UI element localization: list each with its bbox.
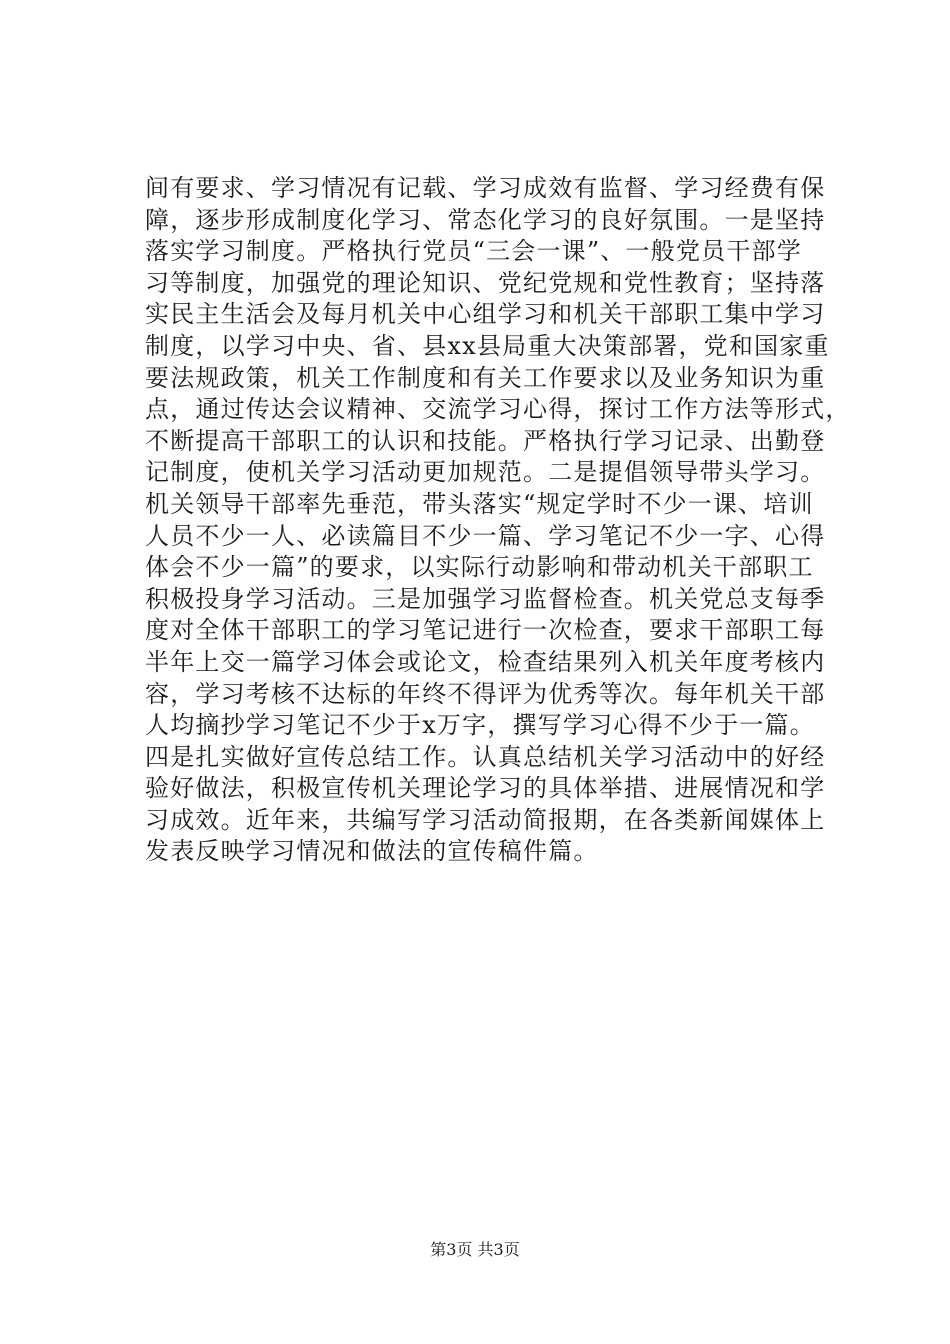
text-line: 四是扎实做好宣传总结工作。认真总结机关学习活动中的好经 (145, 742, 826, 771)
text-line: 实民主生活会及每月机关中心组学习和机关干部职工集中学习 (145, 300, 826, 329)
text-line: 机关领导干部率先垂范，带头落实“规定学时不少一课、培训 (145, 489, 814, 518)
text-line: 容，学习考核不达标的年终不得评为优秀等次。每年机关干部 (145, 679, 826, 708)
text-line: 体会不少一篇”的要求，以实际行动影响和带动机关干部职工 (145, 553, 814, 582)
text-line: 发表反映学习情况和做法的宣传稿件篇。 (145, 837, 599, 866)
text-line: 人均摘抄学习笔记不少于x万字，撰写学习心得不少于一篇。 (145, 711, 815, 740)
text-line: 记制度，使机关学习活动更加规范。二是提倡领导带头学习。 (145, 458, 826, 487)
text-line: 间有要求、学习情况有记载、学习成效有监督、学习经费有保 (145, 174, 826, 202)
text-line: 人员不少一人、必读篇目不少一篇、学习笔记不少一字、心得 (145, 521, 826, 550)
text-line: 积极投身学习活动。三是加强学习监督检查。机关党总支每季 (145, 584, 826, 613)
text-line: 制度，以学习中央、省、县xx县局重大决策部署，党和国家重 (145, 331, 830, 360)
text-line: 要法规政策，机关工作制度和有关工作要求以及业务知识为重 (145, 363, 826, 392)
text-line: 落实学习制度。严格执行党员“三会一课”、一般党员干部学 (145, 237, 802, 266)
text-line: 不断提高干部职工的认识和技能。严格执行学习记录、出勤登 (145, 426, 826, 455)
text-line: 障，逐步形成制度化学习、常态化学习的良好氛围。一是坚持 (145, 205, 826, 234)
text-line: 习成效。近年来，共编写学习活动简报期，在各类新闻媒体上 (145, 805, 826, 834)
page-number-footer: 第3页 共3页 (430, 1240, 520, 1259)
text-line: 度对全体干部职工的学习笔记进行一次检查，要求干部职工每 (145, 616, 826, 645)
text-line: 验好做法，积极宣传机关理论学习的具体举措、进展情况和学 (145, 774, 826, 803)
body-paragraph (145, 173, 851, 868)
text-line: 习等制度，加强党的理论知识、党纪党规和党性教育；坚持落 (145, 268, 826, 297)
text-line: 半年上交一篇学习体会或论文，检查结果列入机关年度考核内 (145, 647, 826, 676)
text-line: 点，通过传达会议精神、交流学习心得，探讨工作方法等形式， (145, 395, 851, 424)
